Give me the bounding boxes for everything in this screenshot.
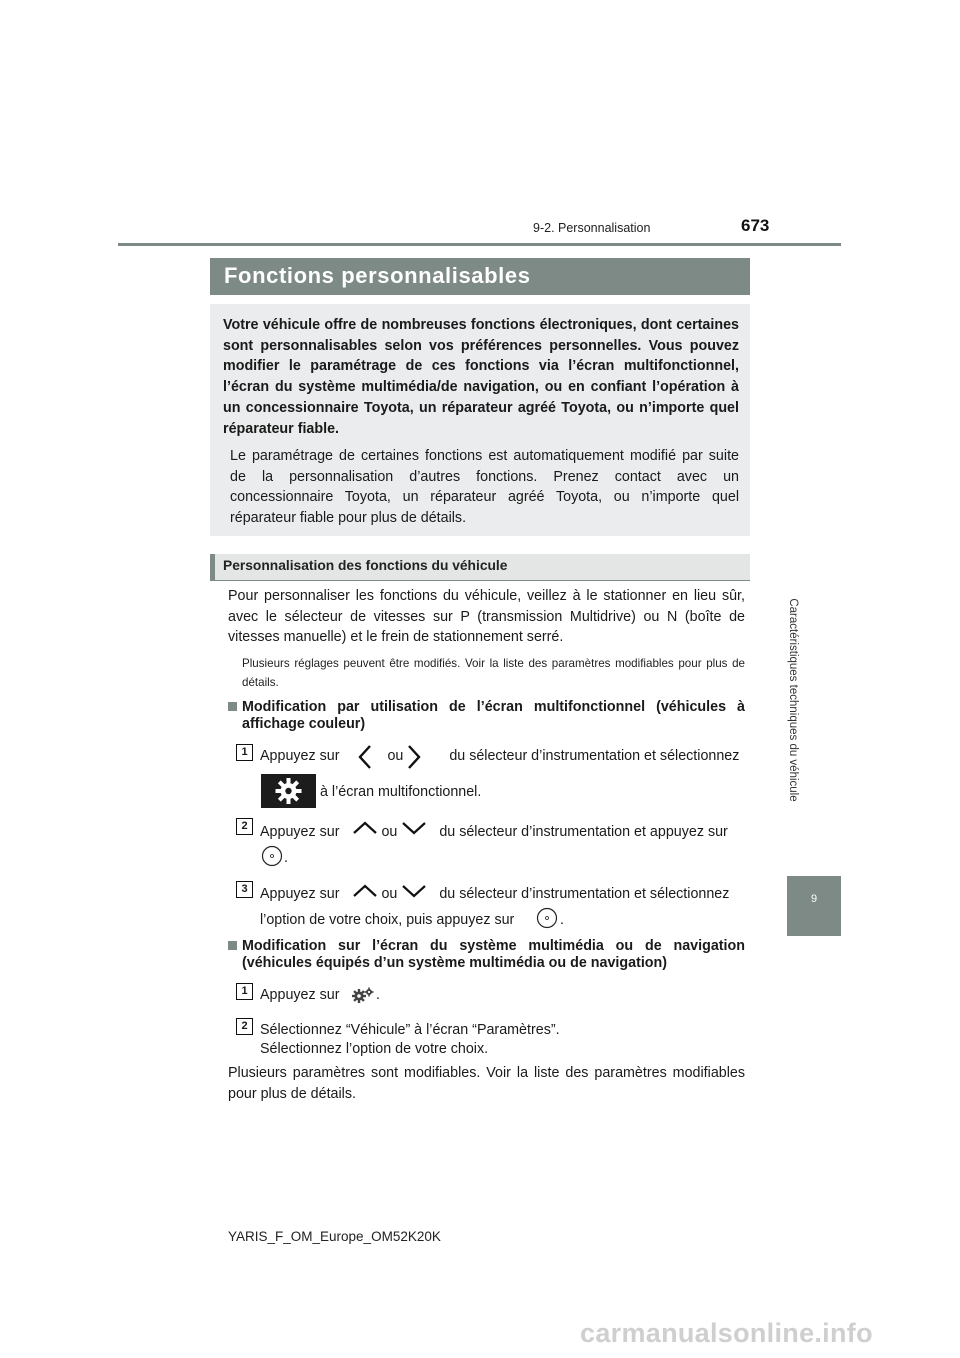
- subsection-accent: [210, 554, 215, 581]
- step-number: 2: [236, 1018, 253, 1035]
- chevron-down-icon: [401, 820, 427, 836]
- closing-paragraph: Plusieurs paramètres sont modifiables. Voir la liste des paramètres modifiables pour plus de détails.: [228, 1065, 745, 1102]
- step-number: 3: [236, 881, 253, 898]
- page-title: Fonctions personnalisables: [224, 263, 531, 288]
- method1-step1: [260, 747, 745, 765]
- watermark: carmanualsonline.info: [580, 1318, 873, 1348]
- ok-button-icon: [536, 907, 558, 929]
- method1-heading: [228, 699, 745, 733]
- method2-heading-text: Modification sur l’écran du système multimédia ou de navigation (véhicules équipés d’un système multimédia ou de navigation): [242, 938, 745, 971]
- method1-step3: [260, 885, 745, 903]
- step-text: du sélecteur d’instrumentation et sélectionnez: [439, 886, 730, 902]
- subsection-small-note: Plusieurs réglages peuvent être modifiés. Voir la liste des paramètres modifiables pour plus de détails.: [242, 657, 745, 689]
- step-text: du sélecteur d’instrumentation et appuyez sur: [439, 824, 728, 840]
- step-number: 1: [236, 983, 253, 1000]
- step-text: Appuyez sur: [260, 987, 340, 1003]
- chevron-up-icon: [352, 883, 378, 899]
- settings-gear-icon-box: [261, 774, 316, 808]
- section-label: 9-2. Personnalisation: [533, 221, 651, 235]
- header-rule: [118, 243, 841, 246]
- intro-note: Le paramétrage de certaines fonctions est automatiquement modifié par suite de la personnalisation d’autres fonctions. Prenez contact avec un concessionnaire Toyota, un réparateur agréé Toyota, ou n’importe quel réparateur fiable pour plus de détails.: [230, 448, 739, 527]
- step-text: du sélecteur d’instrumentation et sélectionnez: [449, 748, 740, 764]
- method1-heading-text: Modification par utilisation de l’écran multifonctionnel (véhicules à affichage couleur): [242, 699, 745, 732]
- step-text: à l’écran multifonctionnel.: [320, 784, 482, 800]
- ok-button-icon: [261, 845, 283, 867]
- intro-box: [210, 304, 750, 536]
- title-bar: [210, 258, 750, 295]
- step-text: Sélectionnez l’option de votre choix.: [260, 1041, 489, 1057]
- subsection-paragraph: Pour personnaliser les fonctions du véhicule, veillez à le stationner en lieu sûr, avec le sélecteur de vitesses sur P (transmission Multidrive) ou N (boîte de vitesses manuelle) et le frein de stationnement serré.: [228, 588, 745, 646]
- step-text: .: [284, 850, 288, 866]
- method2-heading: [228, 938, 745, 972]
- step-number: 2: [236, 818, 253, 835]
- page-number: 673: [741, 216, 770, 235]
- chevron-left-icon: [356, 744, 374, 770]
- step-text: Appuyez sur: [260, 886, 340, 902]
- step-text: ou: [381, 824, 398, 840]
- square-bullet-icon: [228, 941, 237, 950]
- subsection-header: [210, 554, 750, 581]
- subsection-title: Personnalisation des fonctions du véhicule: [223, 558, 508, 573]
- gear-icon: [351, 986, 375, 1004]
- chevron-right-icon: [405, 744, 423, 770]
- square-bullet-icon: [228, 702, 237, 711]
- step-text: .: [560, 912, 564, 928]
- chapter-side-title: Caractéristiques techniques du véhicule: [787, 598, 799, 802]
- intro-bold-text: Votre véhicule offre de nombreuses fonctions électroniques, dont certaines sont personnalisables selon vos préférences personnelles. Vous pouvez modifier le paramétrage de ces fonctions via l’écran multifonctionnel, l’écran du système multimédia/de navigation, ou en confiant l’opération à un concessionnaire Toyota, un réparateur agréé Toyota, ou n’importe quel réparateur fiable.: [223, 317, 739, 437]
- chevron-up-icon: [352, 820, 378, 836]
- step-number: 1: [236, 744, 253, 761]
- chapter-tab: [787, 876, 841, 936]
- step-text: Appuyez sur: [260, 748, 340, 764]
- step-text: ou: [381, 886, 398, 902]
- method1-step2: [260, 823, 745, 841]
- gear-icon: [261, 774, 316, 808]
- step-text: Sélectionnez “Véhicule” à l’écran “Paramètres”.: [260, 1022, 560, 1038]
- footer-code: YARIS_F_OM_Europe_OM52K20K: [228, 1229, 441, 1244]
- step-text: l’option de votre choix, puis appuyez sur: [260, 912, 515, 928]
- chevron-down-icon: [401, 883, 427, 899]
- chapter-number: 9: [810, 893, 818, 905]
- step-text: .: [376, 987, 380, 1003]
- step-text: ou: [387, 748, 404, 764]
- step-text: Appuyez sur: [260, 824, 340, 840]
